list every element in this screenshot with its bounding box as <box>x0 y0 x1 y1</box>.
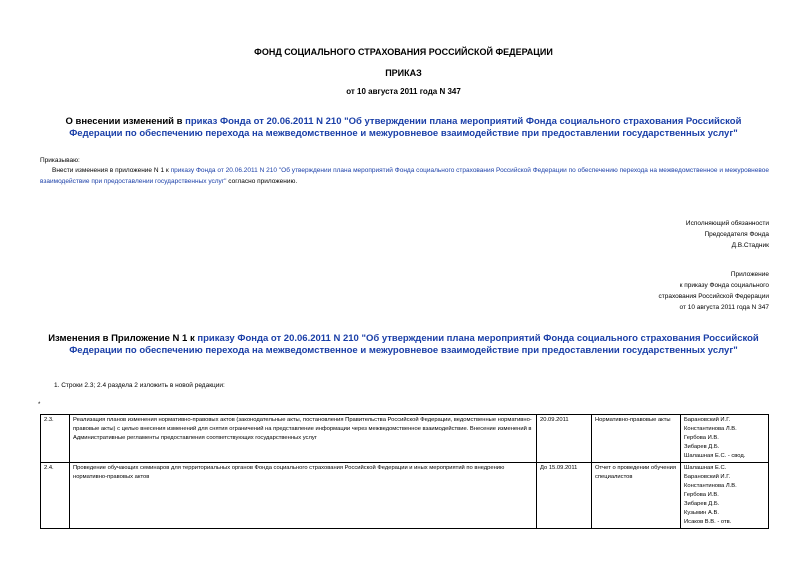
person: Зибарев Д.Б. <box>684 444 720 450</box>
order-title <box>0 116 807 140</box>
row-result: Отчет о проведении обучения специалистов <box>592 463 681 529</box>
doc-date: от 10 августа 2011 года N 347 <box>346 87 461 96</box>
person: Барановский И.Г. <box>684 474 731 480</box>
person: Шалашная Е.С. - свод. <box>684 453 746 459</box>
person: Константинова Л.В. <box>684 426 737 432</box>
appendix-line-4: от 10 августа 2011 года N 347 <box>679 304 769 311</box>
order-text-link[interactable]: приказу Фонда от 20.06.2011 N 210 "Об утверждении плана мероприятий Фонда социального страхования Российской Федерации по обеспечению перехода на межведомственное и межуровневое взаимодействие при предоставлении государственных услуг" <box>40 167 769 185</box>
order-text-suffix: согласно приложению. <box>226 178 298 185</box>
row-result: Нормативно-правовые акты <box>592 415 681 463</box>
item-1-text: 1. Строки 2.3; 2.4 раздела 2 изложить в новой редакции: <box>54 382 225 389</box>
order-text <box>40 165 769 187</box>
signature-block <box>686 218 769 251</box>
changes-title-prefix: Изменения в Приложение N 1 к <box>48 333 198 344</box>
table-row <box>41 415 769 463</box>
org-name: ФОНД СОЦИАЛЬНОГО СТРАХОВАНИЯ РОССИЙСКОЙ ФЕДЕРАЦИИ <box>254 47 553 57</box>
changes-table <box>40 414 769 529</box>
person: Константинова Л.В. <box>684 483 737 489</box>
signature-line-3: Д.В.Стадник <box>731 242 769 249</box>
order-label: Приказываю: <box>40 157 80 164</box>
order-text-prefix: Внести изменения в приложение N 1 к <box>52 167 171 174</box>
doc-type: ПРИКАЗ <box>385 68 422 78</box>
person: Исаков В.В. - отв. <box>684 519 732 525</box>
row-description: Проведение обучающих семинаров для территориальных органов Фонда социального страхования Российской Федерации и иных мероприятий по внедрению нормативно-правовых актов <box>70 463 537 529</box>
table-row <box>41 463 769 529</box>
row-number: 2.3. <box>41 415 70 463</box>
appendix-line-1: Приложение <box>730 271 769 278</box>
row-persons <box>681 463 769 529</box>
row-date: 20.09.2011 <box>537 415 592 463</box>
signature-line-1: Исполняющий обязанности <box>685 220 769 227</box>
order-title-link[interactable]: приказ Фонда от 20.06.2011 N 210 "Об утверждении плана мероприятий Фонда социального страхования Российской Федерации по обеспечению перехода на межведомственное и межуровневое взаимодействие при предоставлении государственных услуг" <box>69 116 742 139</box>
changes-title <box>0 333 807 357</box>
person: Гербова И.В. <box>684 435 719 441</box>
appendix-line-2: к приказу Фонда социального <box>679 282 769 289</box>
person: Зибарев Д.Б. <box>684 501 720 507</box>
signature-line-2: Председателя Фонда <box>704 231 769 238</box>
row-number: 2.4. <box>41 463 70 529</box>
person: Гербова И.В. <box>684 492 719 498</box>
person: Барановский И.Г. <box>684 417 731 423</box>
person: Кузьмин А.В. <box>684 510 719 516</box>
row-description: Реализация планов изменения нормативно-правовых актов (законодательные акты, постановления Правительства Российской Федерации, ведомственные нормативно-правовые акты) с целью внесения изменений для снятия ограничений на представление информации через межведомственное взаимодействие. Внесение изменений в Административные регламенты предоставления соответствующих государственных услуг <box>70 415 537 463</box>
appendix-line-3: страхования Российской Федерации <box>658 293 769 300</box>
row-persons <box>681 415 769 463</box>
footnote-mark: * <box>38 402 41 408</box>
changes-title-link[interactable]: приказу Фонда от 20.06.2011 N 210 "Об утверждении плана мероприятий Фонда социального страхования Российской Федерации по обеспечению перехода на межведомственное и межуровневое взаимодействие при предоставлении государственных услуг" <box>69 333 759 356</box>
appendix-reference <box>659 269 769 313</box>
order-title-prefix: О внесении изменений в <box>65 116 186 127</box>
row-date: До 15.09.2011 <box>537 463 592 529</box>
person: Шалашная Е.С. <box>684 465 727 471</box>
